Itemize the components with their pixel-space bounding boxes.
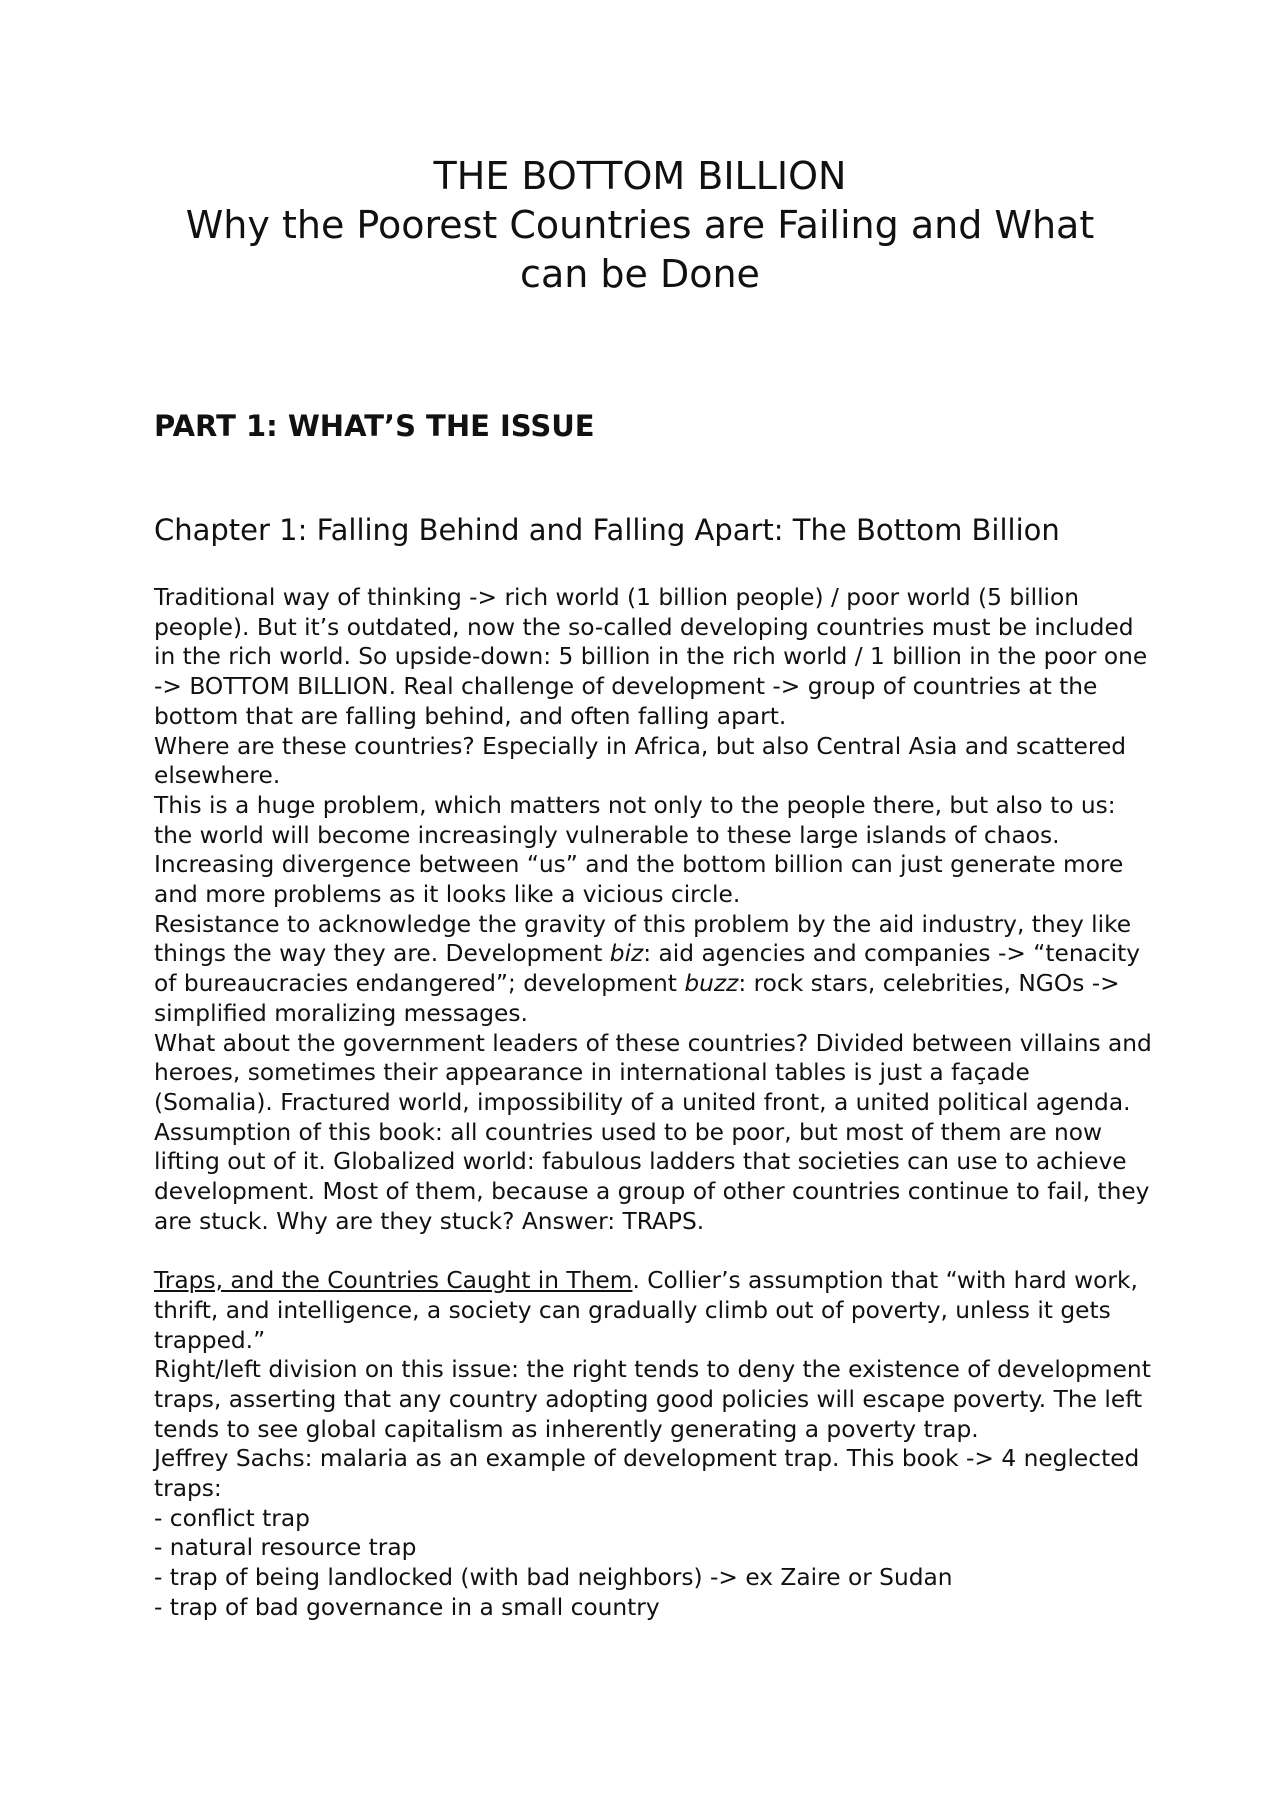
paragraph-traps-intro: [154, 1266, 1154, 1355]
paragraph-huge-problem: This is a huge problem, which matters not only to the people there, but also to us: the world will become increasingly vulnerable to these large islands of chaos. Increasing divergence between “us” and the bottom billion can just generate more and more problems as it looks like a vicious circle.: [154, 791, 1124, 909]
buzz-italic: buzz: [684, 970, 739, 998]
paragraph-government-leaders: What about the government leaders of these countries? Divided between villains and heroes, sometimes their appearance in international tables is just a façade (Somalia). Fractured world, impossibility of a united front, a united political agenda.: [154, 1029, 1152, 1116]
part-heading: PART 1: WHAT’S THE ISSUE: [154, 409, 595, 443]
paragraph-where-countries: Where are these countries? Especially in Africa, but also Central Asia and scattered elsewhere.: [154, 732, 1127, 790]
title-line-1: THE BOTTOM BILLION: [433, 154, 847, 198]
document-title: [120, 152, 1160, 299]
aid-industry-text-a: Resistance to acknowledge the gravity of this problem by the aid industry, they like things the way they are. Development: [154, 910, 1132, 968]
title-line-3: can be Done: [520, 252, 760, 296]
paragraph-right-left: Right/left division on this issue: the right tends to deny the existence of development traps, asserting that any country adopting good policies will escape poverty. The left tends to see global capitalism as inherently generating a poverty trap.: [154, 1356, 1151, 1443]
body-text: [154, 583, 1154, 1623]
list-item-landlocked-trap: - trap of being landlocked (with bad neighbors) -> ex Zaire or Sudan: [154, 1564, 953, 1592]
paragraph-jeffrey-sachs: Jeffrey Sachs: malaria as an example of development trap. This book -> 4 neglected traps:: [154, 1445, 1140, 1503]
chapter-heading: Chapter 1: Falling Behind and Falling Apart: The Bottom Billion: [154, 513, 1060, 547]
paragraph-assumption: Assumption of this book: all countries used to be poor, but most of them are now lifting out of it. Globalized world: fabulous ladders that societies can use to achieve development. Most of them, because a group of other countries continue to fail, they are stuck. Why are they stuck? Answer: TRAPS.: [154, 1118, 1150, 1235]
biz-italic: biz: [609, 940, 644, 968]
list-item-bad-governance-trap: - trap of bad governance in a small country: [154, 1593, 660, 1621]
list-item-conflict-trap: - conflict trap: [154, 1504, 310, 1532]
paragraph-aid-industry: [154, 910, 1154, 1029]
aid-industry-text-b: : aid agencies and companies -> “tenacity of bureaucracies endangered”; development: [154, 940, 1141, 998]
traps-intro-text: . Collier’s assumption that “with hard work, thrift, and intelligence, a society can gradually climb out of poverty, unless it gets trapped.”: [154, 1267, 1138, 1354]
list-item-natural-resource-trap: - natural resource trap: [154, 1534, 417, 1562]
aid-industry-text-c: : rock stars, celebrities, NGOs -> simplified moralizing messages.: [154, 970, 1120, 1027]
title-line-2: Why the Poorest Countries are Failing and What: [185, 203, 1095, 247]
paragraph-gap: [154, 1236, 1154, 1266]
paragraph-rich-poor-world: Traditional way of thinking -> rich world (1 billion people) / poor world (5 billion people). But it’s outdated, now the so-called developing countries must be included in the rich world. So upside-down: 5 billion in the rich world / 1 billion in the poor one -> BOTTOM BILLION. Real challenge of development -> group of countries at the bottom that are falling behind, and often falling apart.: [154, 584, 1148, 730]
traps-subheading: Traps, and the Countries Caught in Them: [154, 1267, 633, 1295]
